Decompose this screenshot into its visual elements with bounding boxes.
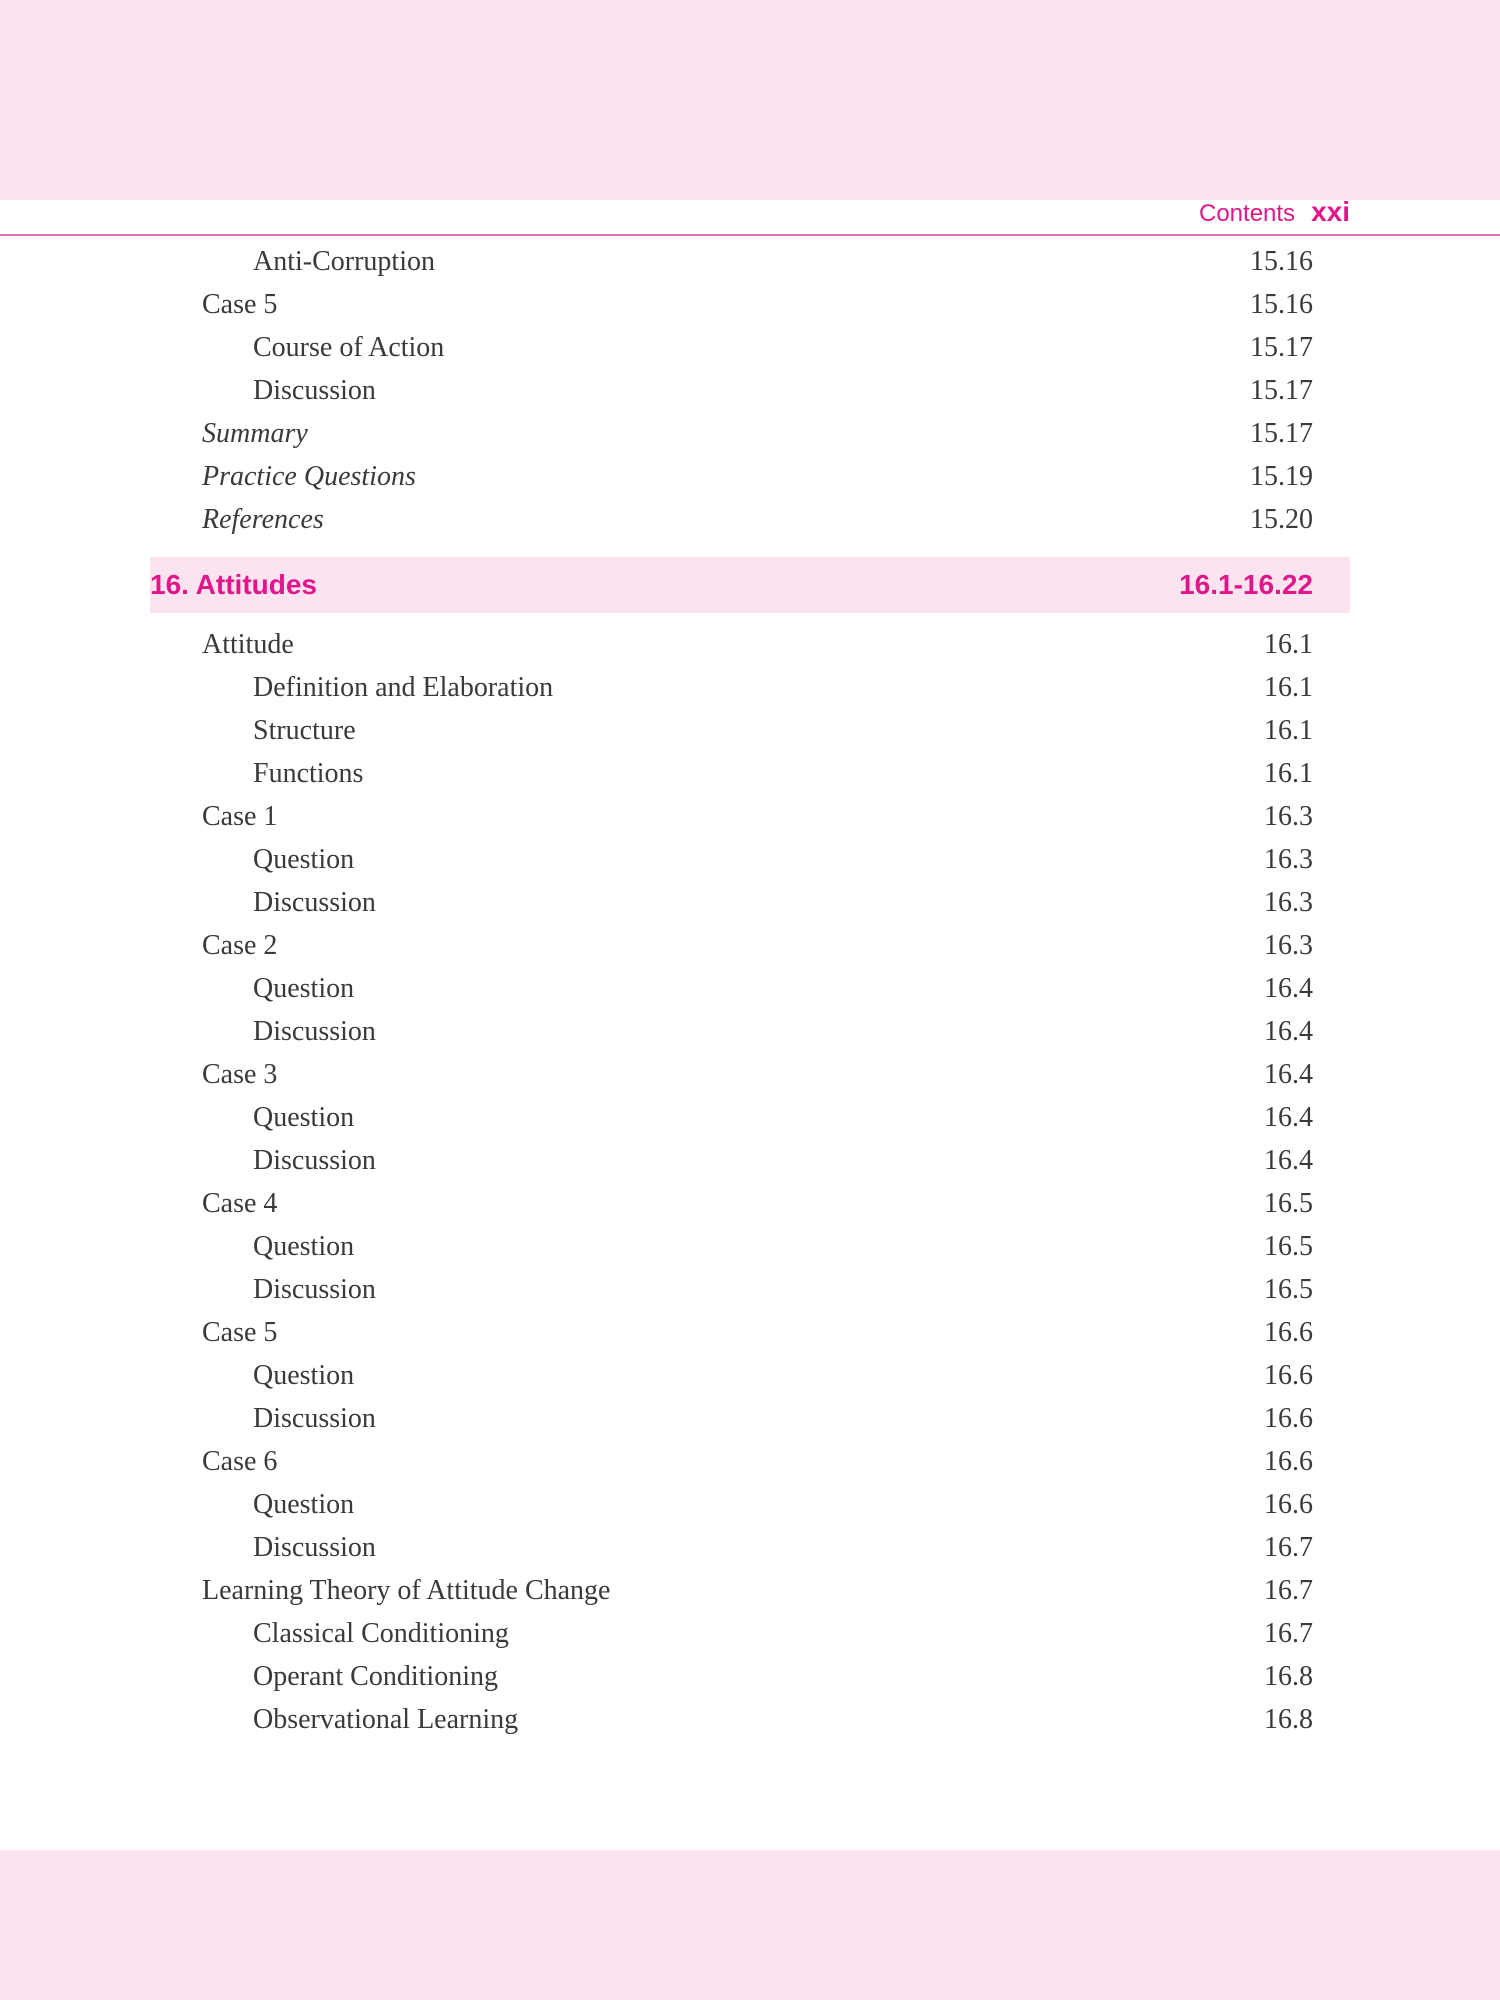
toc-entry[interactable] xyxy=(150,623,1350,666)
toc-entry-title: Course of Action xyxy=(253,332,445,363)
toc-entry-page: 16.6 xyxy=(1264,1446,1313,1477)
toc-entry-page: 16.5 xyxy=(1264,1274,1313,1305)
toc-entry-title: Definition and Elaboration xyxy=(253,672,554,703)
toc-entry[interactable] xyxy=(150,1483,1350,1526)
toc-entry[interactable] xyxy=(150,1053,1350,1096)
toc-entry[interactable] xyxy=(150,1526,1350,1569)
toc-entry[interactable] xyxy=(150,1698,1350,1741)
toc-entry-title: Structure xyxy=(253,715,356,746)
toc-entry-title: Case 3 xyxy=(202,1059,278,1090)
toc-entry[interactable] xyxy=(150,369,1350,412)
toc-entry-page: 16.4 xyxy=(1264,1016,1313,1047)
toc-entry-title: Question xyxy=(253,1489,355,1520)
toc-entry-page: 16.6 xyxy=(1264,1403,1313,1434)
toc-entry[interactable] xyxy=(150,752,1350,795)
toc-entry-title: Question xyxy=(253,1102,355,1133)
toc-entry-page: 16.1 xyxy=(1264,672,1313,703)
toc-entry-title: Practice Questions xyxy=(202,461,416,492)
toc-entry-page: 16.3 xyxy=(1264,930,1313,961)
toc-entry[interactable] xyxy=(150,1268,1350,1311)
toc-entry[interactable] xyxy=(150,1096,1350,1139)
chapter-entries xyxy=(150,623,1350,1741)
toc-entry[interactable] xyxy=(150,1655,1350,1698)
toc-entry-title: Question xyxy=(253,844,355,875)
toc-entry-title: Discussion xyxy=(253,1403,376,1434)
toc-entry-page: 16.3 xyxy=(1264,887,1313,918)
toc-entry-page: 16.1 xyxy=(1264,629,1313,660)
toc-entry-title: Case 5 xyxy=(202,1317,278,1348)
toc-entry-title: Discussion xyxy=(253,887,376,918)
toc-entry-page: 16.7 xyxy=(1264,1532,1313,1563)
toc-entry-page: 15.20 xyxy=(1250,504,1313,535)
toc-entry[interactable] xyxy=(150,666,1350,709)
toc-entry[interactable] xyxy=(150,1182,1350,1225)
header-rule xyxy=(0,234,1500,236)
toc-entry-title: Operant Conditioning xyxy=(253,1661,498,1692)
toc-entry[interactable] xyxy=(150,709,1350,752)
toc-entry[interactable] xyxy=(150,924,1350,967)
toc-entry-page: 15.16 xyxy=(1250,246,1313,277)
toc-entry-page: 16.3 xyxy=(1264,801,1313,832)
toc-entry-page: 16.1 xyxy=(1264,758,1313,789)
toc-entry-title: Discussion xyxy=(253,375,376,406)
toc-entry[interactable] xyxy=(150,967,1350,1010)
toc-entry-title: Functions xyxy=(253,758,364,789)
toc-entry[interactable] xyxy=(150,1612,1350,1655)
toc-entry-title: Discussion xyxy=(253,1016,376,1047)
toc-entry[interactable] xyxy=(150,1225,1350,1268)
toc-entry-title: Summary xyxy=(202,418,308,449)
toc-entry-title: Case 5 xyxy=(202,289,278,320)
toc-entry-title: Anti-Corruption xyxy=(253,246,435,277)
bottom-margin-band xyxy=(0,1850,1500,2000)
page-number: xxi xyxy=(1311,196,1350,227)
toc-entry-page: 16.1 xyxy=(1264,715,1313,746)
toc-entry-title: Learning Theory of Attitude Change xyxy=(202,1575,611,1606)
toc-entry[interactable] xyxy=(150,1569,1350,1612)
toc-entry-title: Case 2 xyxy=(202,930,278,961)
toc-entry[interactable] xyxy=(150,1311,1350,1354)
toc-entry-page: 16.4 xyxy=(1264,1102,1313,1133)
toc-entry-title: Case 4 xyxy=(202,1188,278,1219)
running-head xyxy=(1199,196,1350,230)
toc-entry-page: 16.6 xyxy=(1264,1360,1313,1391)
toc-entry[interactable] xyxy=(150,1010,1350,1053)
toc-entry-page: 16.7 xyxy=(1264,1575,1313,1606)
toc-entry-page: 15.17 xyxy=(1250,332,1313,363)
toc-entry-page: 16.8 xyxy=(1264,1661,1313,1692)
toc-entry[interactable] xyxy=(150,326,1350,369)
toc-entry[interactable] xyxy=(150,1139,1350,1182)
toc-entry-page: 16.5 xyxy=(1264,1231,1313,1262)
table-of-contents xyxy=(150,240,1350,1741)
toc-entry[interactable] xyxy=(150,838,1350,881)
toc-entry-title: Case 1 xyxy=(202,801,278,832)
chapter-title: 16. Attitudes xyxy=(150,569,317,600)
toc-entry-page: 15.16 xyxy=(1250,289,1313,320)
toc-entry-title: Discussion xyxy=(253,1274,376,1305)
toc-entry[interactable] xyxy=(150,412,1350,455)
running-head-label: Contents xyxy=(1199,200,1296,227)
toc-entry-page: 16.5 xyxy=(1264,1188,1313,1219)
top-margin-band xyxy=(0,0,1500,200)
toc-entry[interactable] xyxy=(150,881,1350,924)
toc-entry-page: 16.4 xyxy=(1264,973,1313,1004)
toc-entry-page: 16.8 xyxy=(1264,1704,1313,1735)
chapter-heading[interactable] xyxy=(150,557,1350,613)
toc-entry-title: Attitude xyxy=(202,629,294,660)
toc-entry-page: 15.17 xyxy=(1250,375,1313,406)
toc-entry-title: References xyxy=(202,504,324,535)
toc-entry-title: Observational Learning xyxy=(253,1704,519,1735)
toc-entry-page: 16.6 xyxy=(1264,1317,1313,1348)
toc-entry-title: Case 6 xyxy=(202,1446,278,1477)
toc-entry-title: Question xyxy=(253,973,355,1004)
toc-entry-page: 16.7 xyxy=(1264,1618,1313,1649)
toc-entry[interactable] xyxy=(150,795,1350,838)
toc-entry-page: 15.19 xyxy=(1250,461,1313,492)
toc-entry[interactable] xyxy=(150,1440,1350,1483)
toc-entry[interactable] xyxy=(150,455,1350,498)
toc-entry-page: 16.6 xyxy=(1264,1489,1313,1520)
toc-entry[interactable] xyxy=(150,240,1350,283)
toc-entry-title: Discussion xyxy=(253,1145,376,1176)
toc-entry[interactable] xyxy=(150,1354,1350,1397)
toc-entry-page: 16.4 xyxy=(1264,1059,1313,1090)
carryover-entries xyxy=(150,240,1350,541)
toc-entry-page: 15.17 xyxy=(1250,418,1313,449)
toc-entry-page: 16.4 xyxy=(1264,1145,1313,1176)
toc-entry[interactable] xyxy=(150,498,1350,541)
toc-entry[interactable] xyxy=(150,1397,1350,1440)
toc-entry-page: 16.3 xyxy=(1264,844,1313,875)
toc-entry-title: Question xyxy=(253,1360,355,1391)
toc-entry[interactable] xyxy=(150,283,1350,326)
toc-entry-title: Classical Conditioning xyxy=(253,1618,509,1649)
toc-entry-title: Question xyxy=(253,1231,355,1262)
toc-entry-title: Discussion xyxy=(253,1532,376,1563)
chapter-page-range: 16.1-16.22 xyxy=(1179,569,1313,600)
